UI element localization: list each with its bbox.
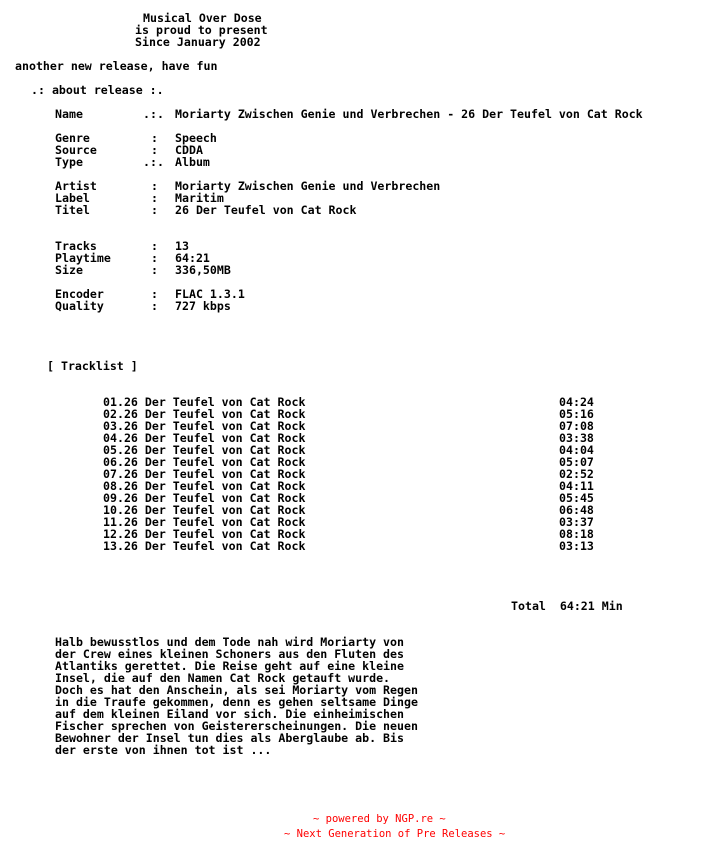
track-title: 05.26 Der Teufel von Cat Rock bbox=[103, 443, 306, 457]
size-label: Size bbox=[55, 263, 83, 277]
description-line: Halb bewusstlos und dem Tode nah wird Moriarty von bbox=[55, 635, 405, 649]
track-time: 08:18 bbox=[559, 527, 594, 541]
track-title: 11.26 Der Teufel von Cat Rock bbox=[103, 515, 306, 529]
track-title: 13.26 Der Teufel von Cat Rock bbox=[103, 539, 306, 553]
name-separator: .:. bbox=[143, 107, 164, 121]
track-time: 03:37 bbox=[559, 515, 594, 529]
titel-value: 26 Der Teufel von Cat Rock bbox=[175, 203, 357, 217]
header-line-3: Since January 2002 bbox=[135, 35, 261, 49]
track-time: 04:04 bbox=[559, 443, 594, 457]
type-label: Type bbox=[55, 155, 83, 169]
powered-by-link[interactable]: ~ powered by NGP.re ~ bbox=[313, 813, 446, 825]
track-title: 09.26 Der Teufel von Cat Rock bbox=[103, 491, 306, 505]
label-value: Maritim bbox=[175, 191, 224, 205]
track-time: 03:13 bbox=[559, 539, 594, 553]
description-line: der Crew eines kleinen Schoners aus den Fluten des bbox=[55, 647, 405, 661]
artist-label: Artist bbox=[55, 179, 97, 193]
tracks-label: Tracks bbox=[55, 239, 97, 253]
track-time: 07:08 bbox=[559, 419, 594, 433]
source-label: Source bbox=[55, 143, 97, 157]
track-title: 08.26 Der Teufel von Cat Rock bbox=[103, 479, 306, 493]
description-line: Doch es hat den Anschein, als sei Moriarty vom Regen bbox=[55, 683, 418, 697]
tracks-value: 13 bbox=[175, 239, 189, 253]
genre-separator: : bbox=[151, 131, 158, 145]
about-heading: .: about release :. bbox=[31, 83, 164, 97]
total-playtime: Total 64:21 Min bbox=[511, 599, 623, 613]
track-time: 04:11 bbox=[559, 479, 594, 493]
track-time: 05:16 bbox=[559, 407, 594, 421]
label-separator: : bbox=[151, 191, 158, 205]
genre-value: Speech bbox=[175, 131, 217, 145]
playtime-label: Playtime bbox=[55, 251, 111, 265]
genre-label: Genre bbox=[55, 131, 90, 145]
description-line: auf dem kleinen Eiland vor sich. Die einheimischen bbox=[55, 707, 405, 721]
description-line: Fischer sprechen von Geistererscheinungen. Die neuen bbox=[55, 719, 418, 733]
track-title: 01.26 Der Teufel von Cat Rock bbox=[103, 395, 306, 409]
description-line: Insel, die auf den Namen Cat Rock getauft wurde. bbox=[55, 671, 391, 685]
header-line-1: Musical Over Dose bbox=[143, 11, 262, 25]
track-title: 06.26 Der Teufel von Cat Rock bbox=[103, 455, 306, 469]
track-title: 02.26 Der Teufel von Cat Rock bbox=[103, 407, 306, 421]
header-line-2: is proud to present bbox=[135, 23, 268, 37]
playtime-value: 64:21 bbox=[175, 251, 210, 265]
tagline: another new release, have fun bbox=[15, 59, 218, 73]
track-title: 12.26 Der Teufel von Cat Rock bbox=[103, 527, 306, 541]
name-label: Name bbox=[55, 107, 83, 121]
track-time: 05:45 bbox=[559, 491, 594, 505]
description-line: Bewohner der Insel tun dies als Aberglaube ab. Bis bbox=[55, 731, 405, 745]
quality-separator: : bbox=[151, 299, 158, 313]
artist-value: Moriarty Zwischen Genie und Verbrechen bbox=[175, 179, 441, 193]
source-value: CDDA bbox=[175, 143, 203, 157]
source-separator: : bbox=[151, 143, 158, 157]
artist-separator: : bbox=[151, 179, 158, 193]
titel-label: Titel bbox=[55, 203, 90, 217]
size-value: 336,50MB bbox=[175, 263, 231, 277]
tracks-separator: : bbox=[151, 239, 158, 253]
track-title: 10.26 Der Teufel von Cat Rock bbox=[103, 503, 306, 517]
track-time: 02:52 bbox=[559, 467, 594, 481]
type-value: Album bbox=[175, 155, 210, 169]
track-title: 04.26 Der Teufel von Cat Rock bbox=[103, 431, 306, 445]
quality-label: Quality bbox=[55, 299, 104, 313]
track-title: 03.26 Der Teufel von Cat Rock bbox=[103, 419, 306, 433]
playtime-separator: : bbox=[151, 251, 158, 265]
encoder-value: FLAC 1.3.1 bbox=[175, 287, 245, 301]
type-separator: .:. bbox=[143, 155, 164, 169]
footer-tagline: ~ Next Generation of Pre Releases ~ bbox=[284, 828, 506, 840]
track-time: 04:24 bbox=[559, 395, 594, 409]
name-value: Moriarty Zwischen Genie und Verbrechen - 26 Der Teufel von Cat Rock bbox=[175, 107, 643, 121]
label-label: Label bbox=[55, 191, 90, 205]
track-time: 06:48 bbox=[559, 503, 594, 517]
description-line: Atlantiks gerettet. Die Reise geht auf eine kleine bbox=[55, 659, 405, 673]
encoder-label: Encoder bbox=[55, 287, 104, 301]
track-title: 07.26 Der Teufel von Cat Rock bbox=[103, 467, 306, 481]
track-time: 05:07 bbox=[559, 455, 594, 469]
track-time: 03:38 bbox=[559, 431, 594, 445]
size-separator: : bbox=[151, 263, 158, 277]
description-line: der erste von ihnen tot ist ... bbox=[55, 743, 272, 757]
tracklist-heading: [ Tracklist ] bbox=[47, 359, 138, 373]
quality-value: 727 kbps bbox=[175, 299, 231, 313]
encoder-separator: : bbox=[151, 287, 158, 301]
titel-separator: : bbox=[151, 203, 158, 217]
description-line: in die Traufe gekommen, denn es gehen seltsame Dinge bbox=[55, 695, 418, 709]
